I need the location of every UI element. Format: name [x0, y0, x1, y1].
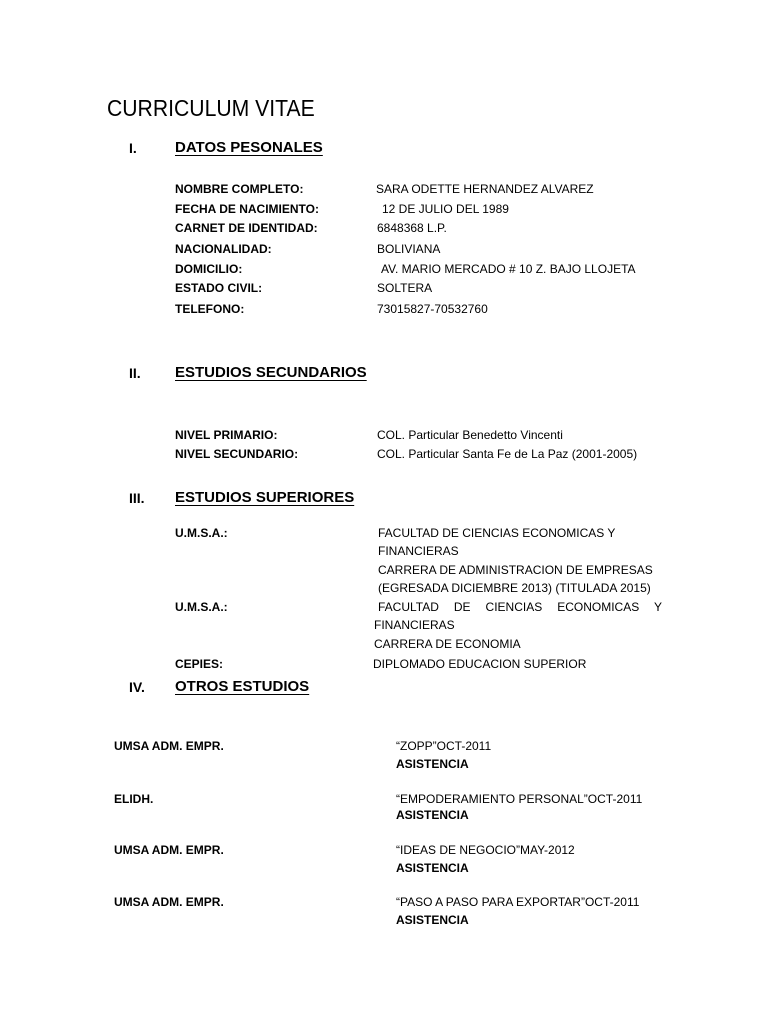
- label-estado: ESTADO CIVIL:: [175, 281, 263, 295]
- value-umsa-1-line4: (EGRESADA DICIEMBRE 2013) (TITULADA 2015): [378, 581, 651, 595]
- value-umsa-2-line1: FACULTAD DE CIENCIAS ECONOMICAS Y: [378, 600, 662, 614]
- value-umsa-1-line2: FINANCIERAS: [378, 544, 459, 558]
- other-institution-2: ELIDH.: [114, 792, 154, 806]
- value-secundario: COL. Particular Santa Fe de La Paz (2001-2005): [377, 447, 638, 461]
- label-nacionalidad: NACIONALIDAD:: [175, 242, 272, 256]
- section-number-superiores: III.: [129, 490, 145, 506]
- label-telefono: TELEFONO:: [175, 302, 245, 316]
- value-domicilio: AV. MARIO MERCADO # 10 Z. BAJO LLOJETA: [381, 262, 636, 276]
- other-course-2: “EMPODERAMIENTO PERSONAL”OCT-2011: [396, 792, 643, 806]
- label-secundario: NIVEL SECUNDARIO:: [175, 447, 299, 461]
- value-umsa-2-line3: CARRERA DE ECONOMIA: [374, 637, 521, 651]
- other-institution-1: UMSA ADM. EMPR.: [114, 739, 224, 753]
- other-status-4: ASISTENCIA: [396, 913, 469, 927]
- section-number-otros: IV.: [129, 679, 145, 695]
- value-fecha: 12 DE JULIO DEL 1989: [382, 202, 509, 216]
- label-umsa-2: U.M.S.A.:: [175, 600, 228, 614]
- other-course-4: “PASO A PASO PARA EXPORTAR”OCT-2011: [396, 895, 640, 909]
- other-status-2: ASISTENCIA: [396, 808, 469, 822]
- value-nombre: SARA ODETTE HERNANDEZ ALVAREZ: [376, 182, 594, 196]
- value-umsa-2-line2: FINANCIERAS: [374, 618, 455, 632]
- section-title-superiores: ESTUDIOS SUPERIORES: [175, 489, 355, 506]
- section-title-secundarios: ESTUDIOS SECUNDARIOS: [175, 364, 367, 381]
- other-status-1: ASISTENCIA: [396, 757, 469, 771]
- page-title: CURRICULUM VITAE: [107, 95, 315, 121]
- label-nombre: NOMBRE COMPLETO:: [175, 182, 304, 196]
- label-cepies: CEPIES:: [175, 657, 224, 671]
- section-title-otros: OTROS ESTUDIOS: [175, 678, 310, 695]
- label-umsa-1: U.M.S.A.:: [175, 526, 228, 540]
- value-carnet: 6848368 L.P.: [377, 221, 447, 235]
- other-institution-4: UMSA ADM. EMPR.: [114, 895, 224, 909]
- value-umsa-1-line3: CARRERA DE ADMINISTRACION DE EMPRESAS: [378, 563, 653, 577]
- label-carnet: CARNET DE IDENTIDAD:: [175, 221, 318, 235]
- label-primario: NIVEL PRIMARIO:: [175, 428, 278, 442]
- other-status-3: ASISTENCIA: [396, 861, 469, 875]
- label-fecha: FECHA DE NACIMIENTO:: [175, 202, 319, 216]
- other-institution-3: UMSA ADM. EMPR.: [114, 843, 224, 857]
- value-nacionalidad: BOLIVIANA: [377, 242, 441, 256]
- label-domicilio: DOMICILIO:: [175, 262, 243, 276]
- value-primario: COL. Particular Benedetto Vincenti: [377, 428, 563, 442]
- value-telefono: 73015827-70532760: [377, 302, 488, 316]
- value-umsa-1-line1: FACULTAD DE CIENCIAS ECONOMICAS Y: [378, 526, 616, 540]
- other-course-1: “ZOPP”OCT-2011: [396, 739, 492, 753]
- value-cepies-line1: DIPLOMADO EDUCACION SUPERIOR: [373, 657, 587, 671]
- section-number-datos: I.: [129, 140, 137, 156]
- section-title-datos: DATOS PESONALES: [175, 139, 323, 156]
- other-course-3: “IDEAS DE NEGOCIO”MAY-2012: [396, 843, 575, 857]
- value-estado: SOLTERA: [377, 281, 433, 295]
- section-number-secundarios: II.: [129, 365, 141, 381]
